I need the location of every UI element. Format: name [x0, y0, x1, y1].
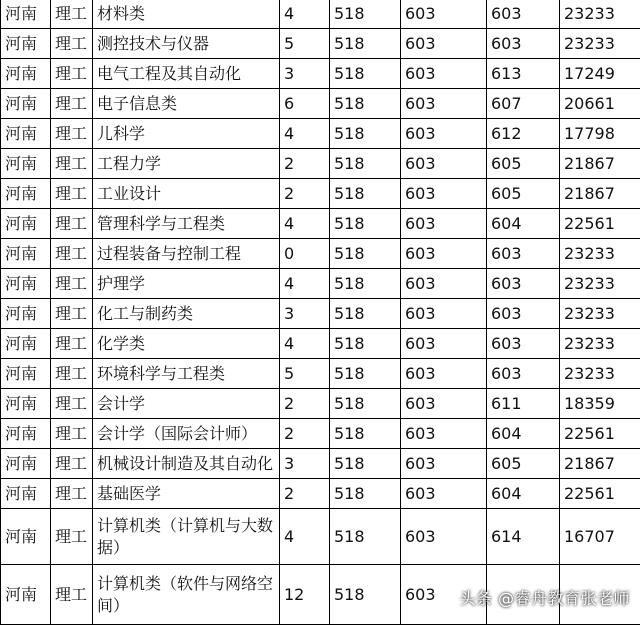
rank-cell: 16707	[560, 509, 640, 565]
province-cell: 河南	[1, 29, 51, 59]
rank-cell: 20661	[560, 89, 640, 119]
major-cell: 机械设计制造及其自动化	[93, 449, 280, 479]
province-cell: 河南	[1, 209, 51, 239]
plan-count-cell: 3	[280, 449, 330, 479]
major-cell: 电气工程及其自动化	[93, 59, 280, 89]
province-cell: 河南	[1, 509, 51, 565]
province-cell: 河南	[1, 389, 51, 419]
table-row	[1, 449, 640, 479]
rank-cell: 23233	[560, 329, 640, 359]
control-line-cell: 518	[330, 29, 401, 59]
control-line-cell: 518	[330, 329, 401, 359]
table-row	[1, 269, 640, 299]
province-cell: 河南	[1, 299, 51, 329]
max-score-cell: 603	[401, 509, 487, 565]
plan-count-cell: 4	[280, 119, 330, 149]
category-cell: 理工	[51, 419, 93, 449]
min-score-cell: 613	[487, 59, 560, 89]
category-cell: 理工	[51, 179, 93, 209]
major-cell: 管理科学与工程类	[93, 209, 280, 239]
min-score-cell: 603	[487, 269, 560, 299]
category-cell: 理工	[51, 209, 93, 239]
rank-cell: 23233	[560, 299, 640, 329]
rank-cell: 17249	[560, 59, 640, 89]
control-line-cell: 518	[330, 89, 401, 119]
max-score-cell: 603	[401, 269, 487, 299]
province-cell: 河南	[1, 59, 51, 89]
category-cell: 理工	[51, 329, 93, 359]
province-cell: 河南	[1, 179, 51, 209]
category-cell: 理工	[51, 479, 93, 509]
province-cell: 河南	[1, 239, 51, 269]
rank-cell: 23233	[560, 239, 640, 269]
major-cell: 化学类	[93, 329, 280, 359]
min-score-cell: 612	[487, 119, 560, 149]
rank-cell: 22561	[560, 479, 640, 509]
major-cell: 儿科学	[93, 119, 280, 149]
rank-cell: 23233	[560, 269, 640, 299]
control-line-cell: 518	[330, 209, 401, 239]
major-cell: 测控技术与仪器	[93, 29, 280, 59]
table-row	[1, 119, 640, 149]
max-score-cell: 603	[401, 299, 487, 329]
province-cell: 河南	[1, 359, 51, 389]
min-score-cell: 611	[487, 389, 560, 419]
plan-count-cell: 4	[280, 269, 330, 299]
plan-count-cell: 6	[280, 89, 330, 119]
plan-count-cell: 5	[280, 359, 330, 389]
table-row	[1, 299, 640, 329]
max-score-cell: 603	[401, 179, 487, 209]
major-cell: 基础医学	[93, 479, 280, 509]
table-row	[1, 239, 640, 269]
plan-count-cell: 4	[280, 0, 330, 29]
min-score-cell: 603	[487, 299, 560, 329]
major-cell: 会计学（国际会计师）	[93, 419, 280, 449]
table-row	[1, 419, 640, 449]
province-cell: 河南	[1, 149, 51, 179]
max-score-cell: 603	[401, 329, 487, 359]
table-row	[1, 89, 640, 119]
category-cell: 理工	[51, 59, 93, 89]
table-row	[1, 209, 640, 239]
category-cell: 理工	[51, 565, 93, 625]
max-score-cell: 603	[401, 449, 487, 479]
min-score-cell: 605	[487, 149, 560, 179]
min-score-cell: 614	[487, 509, 560, 565]
rank-cell: 23233	[560, 29, 640, 59]
control-line-cell: 518	[330, 149, 401, 179]
min-score-cell: 604	[487, 479, 560, 509]
plan-count-cell: 12	[280, 565, 330, 625]
category-cell: 理工	[51, 149, 93, 179]
major-cell: 计算机类（软件与网络空间）	[93, 565, 280, 625]
plan-count-cell: 4	[280, 329, 330, 359]
plan-count-cell: 2	[280, 389, 330, 419]
province-cell: 河南	[1, 419, 51, 449]
min-score-cell: 603	[487, 0, 560, 29]
table-row	[1, 59, 640, 89]
rank-cell: 23233	[560, 359, 640, 389]
min-score-cell: 604	[487, 419, 560, 449]
category-cell: 理工	[51, 389, 93, 419]
major-cell: 工程力学	[93, 149, 280, 179]
control-line-cell: 518	[330, 59, 401, 89]
max-score-cell: 603	[401, 59, 487, 89]
control-line-cell: 518	[330, 119, 401, 149]
major-cell: 环境科学与工程类	[93, 359, 280, 389]
table-row	[1, 329, 640, 359]
table-row	[1, 29, 640, 59]
control-line-cell: 518	[330, 299, 401, 329]
min-score-cell: 605	[487, 179, 560, 209]
major-cell: 会计学	[93, 389, 280, 419]
plan-count-cell: 3	[280, 59, 330, 89]
table-row	[1, 359, 640, 389]
min-score-cell: 603	[487, 239, 560, 269]
major-cell: 护理学	[93, 269, 280, 299]
category-cell: 理工	[51, 119, 93, 149]
province-cell: 河南	[1, 269, 51, 299]
max-score-cell: 603	[401, 479, 487, 509]
rank-cell: 17798	[560, 119, 640, 149]
plan-count-cell: 2	[280, 479, 330, 509]
category-cell: 理工	[51, 0, 93, 29]
plan-count-cell: 2	[280, 419, 330, 449]
major-cell: 过程装备与控制工程	[93, 239, 280, 269]
rank-cell: 21867	[560, 179, 640, 209]
category-cell: 理工	[51, 89, 93, 119]
category-cell: 理工	[51, 29, 93, 59]
control-line-cell: 518	[330, 0, 401, 29]
control-line-cell: 518	[330, 509, 401, 565]
major-cell: 材料类	[93, 0, 280, 29]
table-row	[1, 509, 640, 565]
min-score-cell: 604	[487, 209, 560, 239]
table-row	[1, 179, 640, 209]
max-score-cell: 603	[401, 565, 487, 625]
province-cell: 河南	[1, 89, 51, 119]
major-cell: 工业设计	[93, 179, 280, 209]
category-cell: 理工	[51, 449, 93, 479]
max-score-cell: 603	[401, 359, 487, 389]
category-cell: 理工	[51, 299, 93, 329]
max-score-cell: 603	[401, 419, 487, 449]
control-line-cell: 518	[330, 449, 401, 479]
plan-count-cell: 4	[280, 209, 330, 239]
major-cell: 电子信息类	[93, 89, 280, 119]
major-cell: 计算机类（计算机与大数据）	[93, 509, 280, 565]
control-line-cell: 518	[330, 269, 401, 299]
min-score-cell: 607	[487, 89, 560, 119]
province-cell: 河南	[1, 449, 51, 479]
control-line-cell: 518	[330, 359, 401, 389]
plan-count-cell: 2	[280, 149, 330, 179]
province-cell: 河南	[1, 329, 51, 359]
plan-count-cell: 2	[280, 179, 330, 209]
max-score-cell: 603	[401, 119, 487, 149]
min-score-cell: 603	[487, 29, 560, 59]
category-cell: 理工	[51, 239, 93, 269]
max-score-cell: 603	[401, 149, 487, 179]
max-score-cell: 603	[401, 389, 487, 419]
rank-cell: 18359	[560, 389, 640, 419]
max-score-cell: 603	[401, 89, 487, 119]
rank-cell: 22561	[560, 209, 640, 239]
max-score-cell: 603	[401, 209, 487, 239]
max-score-cell: 603	[401, 0, 487, 29]
plan-count-cell: 5	[280, 29, 330, 59]
major-cell: 化工与制药类	[93, 299, 280, 329]
control-line-cell: 518	[330, 179, 401, 209]
plan-count-cell: 0	[280, 239, 330, 269]
min-score-cell: 605	[487, 449, 560, 479]
category-cell: 理工	[51, 269, 93, 299]
max-score-cell: 603	[401, 239, 487, 269]
control-line-cell: 518	[330, 479, 401, 509]
plan-count-cell: 4	[280, 509, 330, 565]
control-line-cell: 518	[330, 419, 401, 449]
max-score-cell: 603	[401, 29, 487, 59]
min-score-cell: 603	[487, 359, 560, 389]
table-row	[1, 149, 640, 179]
table-row	[1, 479, 640, 509]
province-cell: 河南	[1, 565, 51, 625]
rank-cell: 21867	[560, 149, 640, 179]
control-line-cell: 518	[330, 239, 401, 269]
control-line-cell: 518	[330, 389, 401, 419]
plan-count-cell: 3	[280, 299, 330, 329]
control-line-cell: 518	[330, 565, 401, 625]
table-row	[1, 0, 640, 29]
rank-cell: 22561	[560, 419, 640, 449]
category-cell: 理工	[51, 359, 93, 389]
rank-cell: 21867	[560, 449, 640, 479]
watermark: 头条 @睿舟教育张老师	[459, 586, 630, 609]
min-score-cell: 603	[487, 329, 560, 359]
province-cell: 河南	[1, 479, 51, 509]
category-cell: 理工	[51, 509, 93, 565]
table-body	[1, 0, 640, 625]
province-cell: 河南	[1, 0, 51, 29]
province-cell: 河南	[1, 119, 51, 149]
rank-cell: 23233	[560, 0, 640, 29]
table-row	[1, 389, 640, 419]
